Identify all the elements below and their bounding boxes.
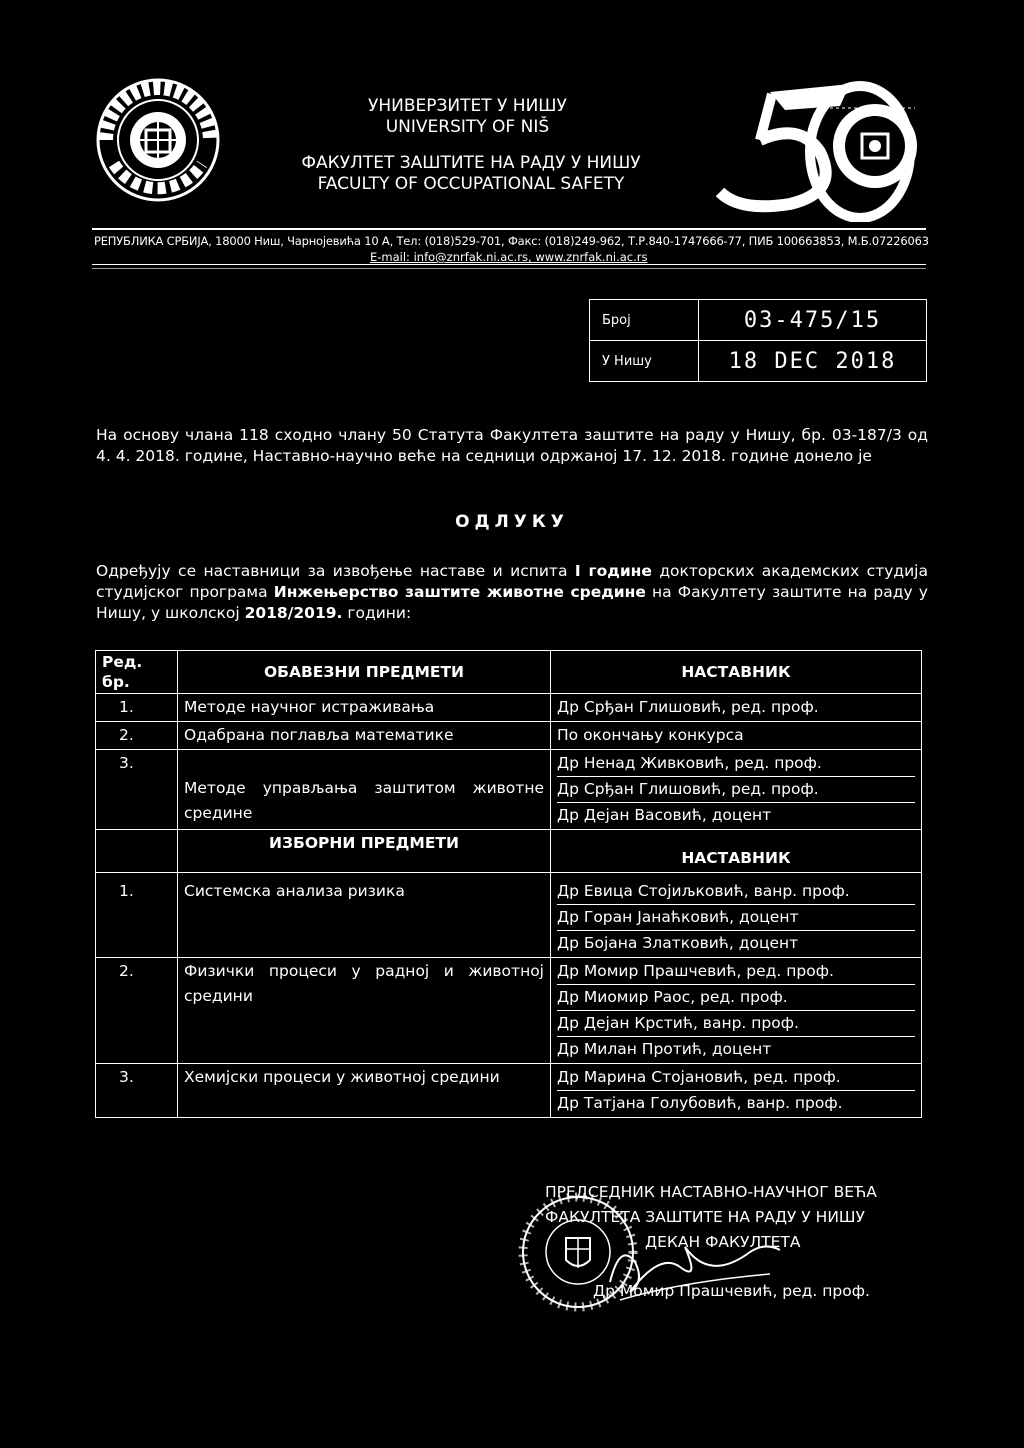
header-row-number: Ред. бр. — [96, 651, 178, 694]
registry-number-label: Број — [590, 300, 699, 341]
signatory-name: Др Момир Прашчевић, ред. проф. — [593, 1282, 870, 1300]
signature-title-1: ПРЕДСЕДНИК НАСТАВНО-НАУЧНОГ ВЕЋА — [545, 1183, 877, 1201]
table-row — [96, 722, 922, 750]
registry-date-value: 18 DEC 2018 — [699, 341, 927, 382]
decision-text-4: години: — [342, 604, 412, 622]
registry-number-value: 03-475/15 — [699, 300, 927, 341]
decision-paragraph — [96, 561, 928, 624]
header-elective-subjects: ИЗБОРНИ ПРЕДМЕТИ — [178, 830, 551, 873]
table-row — [96, 1064, 922, 1118]
teachers-cell — [551, 750, 922, 830]
header-mandatory-subjects: ОБАВЕЗНИ ПРЕДМЕТИ — [178, 651, 551, 694]
contact-line: РЕПУБЛИКА СРБИЈА, 18000 Ниш, Чарнојевића 10 А, Тел: (018)529-701, Факс: (018)249-962, Т.Р.840-1747666-77, ПИБ 100663853, М.Б.07226063 — [94, 234, 929, 248]
registry-place-label: У Нишу — [590, 341, 699, 382]
faculty-name — [281, 153, 661, 195]
teachers-cell — [551, 873, 922, 958]
subject-text: Физички процеси у радној и животној средини — [184, 962, 544, 1005]
teacher: Др Момир Прашчевић, ред. проф. — [557, 959, 915, 985]
teacher: Др Ненад Живковић, ред. проф. — [557, 751, 915, 777]
registry-stamp — [589, 299, 927, 382]
table-row — [96, 958, 922, 1064]
signature-title-2: ФАКУЛТЕТА ЗАШТИТЕ НА РАДУ У НИШУ — [545, 1208, 865, 1226]
decision-text-3: на Факултету заштите на раду у Нишу, у школској — [96, 583, 928, 622]
decision-school-year: 2018/2019. — [244, 604, 343, 622]
university-name-en: UNIVERSITY OF NIŠ — [385, 117, 550, 137]
header-divider — [92, 228, 926, 230]
university-name-sr: УНИВЕРЗИТЕТ У НИШУ — [368, 96, 567, 116]
header-divider-bottom — [92, 264, 926, 265]
signature-block — [545, 1180, 877, 1304]
teachers-table — [95, 650, 922, 1118]
row-number: 1. — [96, 694, 178, 722]
teacher: Др Татјана Голубовић, ванр. проф. — [557, 1094, 843, 1112]
subject: Системска анализа ризика — [178, 873, 551, 958]
row-number: 3. — [96, 750, 178, 830]
subject: Хемијски процеси у животној средини — [178, 1064, 551, 1118]
faculty-name-en: FACULTY OF OCCUPATIONAL SAFETY — [317, 174, 625, 194]
row-number: 3. — [96, 1064, 178, 1118]
header-teacher: НАСТАВНИК — [551, 651, 922, 694]
teacher: Др Милан Протић, доцент — [557, 1040, 772, 1058]
teacher: Др Бојана Златковић, доцент — [557, 934, 799, 952]
subject-text: Методе управљања заштитом животне средине — [184, 779, 544, 822]
row-number: 2. — [96, 958, 178, 1064]
faculty-name-sr: ФАКУЛТЕТ ЗАШТИТЕ НА РАДУ У НИШУ — [301, 153, 641, 173]
elective-header-row — [96, 830, 922, 873]
anniversary-50-logo — [700, 72, 930, 222]
decision-program: Инжењерство заштите животне средине — [273, 583, 646, 601]
teacher: Др Дејан Васовић, доцент — [557, 806, 772, 824]
subject: Методе научног истраживања — [178, 694, 551, 722]
teachers-cell — [551, 722, 922, 750]
teachers-cell — [551, 694, 922, 722]
decision-year: I године — [574, 562, 652, 580]
table-row — [96, 694, 922, 722]
teacher: Др Срђан Глишовић, ред. проф. — [557, 698, 819, 716]
row-number: 1. — [96, 873, 178, 958]
teacher: Др Миомир Раос, ред. проф. — [557, 985, 915, 1011]
teacher: Др Марина Стојановић, ред. проф. — [557, 1065, 915, 1091]
subject — [178, 750, 551, 830]
row-number: 2. — [96, 722, 178, 750]
subject: Одабрана поглавља математике — [178, 722, 551, 750]
intro-paragraph: На основу члана 118 сходно члану 50 Статута Факултета заштите на раду у Нишу, бр. 03-187/3 од 4. 4. 2018. године, Наставно-научно веће на седници одржаној 17. 12. 2018. године донело је — [96, 426, 928, 465]
teachers-cell — [551, 958, 922, 1064]
table-header-row — [96, 651, 922, 694]
teacher: Др Срђан Глишовић, ред. проф. — [557, 777, 915, 803]
teacher: Др Дејан Крстић, ванр. проф. — [557, 1011, 915, 1037]
university-seal-logo — [96, 78, 220, 202]
decision-text-1: Одређују се наставници за извођење наставе и испита — [96, 562, 575, 580]
document-title: ОДЛУКУ — [455, 512, 569, 532]
signature-title-3: ДЕКАН ФАКУЛТЕТА — [645, 1233, 801, 1251]
header-divider-bottom-thin — [92, 268, 926, 269]
university-name — [368, 96, 567, 138]
table-row — [96, 873, 922, 958]
decision-text-2: докторских академских студија студијског програма — [96, 562, 928, 601]
teacher: Др Горан Јанаћковић, доцент — [557, 905, 915, 931]
email-website-line: E-mail: info@znrfak.ni.ac.rs, www.znrfak.ni.ac.rs — [370, 250, 648, 264]
teachers-cell — [551, 1064, 922, 1118]
teacher: Др Евица Стојиљковић, ванр. проф. — [557, 879, 915, 905]
subject — [178, 958, 551, 1064]
table-row — [96, 750, 922, 830]
header-teacher-elective: НАСТАВНИК — [551, 830, 922, 873]
teacher: По окончању конкурса — [557, 726, 744, 744]
